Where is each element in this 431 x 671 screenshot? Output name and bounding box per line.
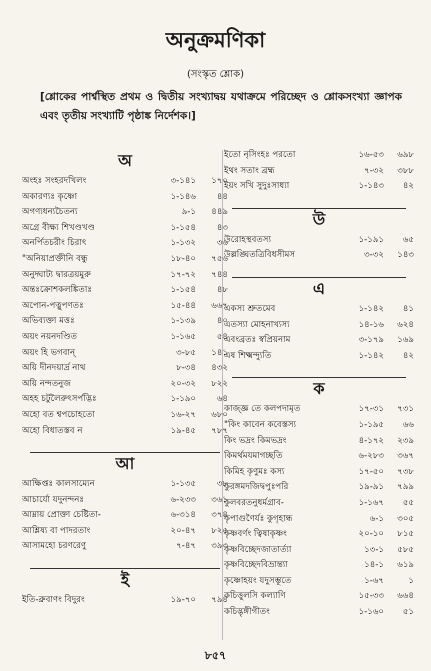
verse-text: উল্লঙ্ঘিতত্রিবিধসীমস bbox=[224, 250, 296, 261]
section-gap bbox=[224, 364, 414, 376]
page-ref: ৬৮০ bbox=[211, 409, 228, 420]
index-entry bbox=[22, 424, 228, 440]
chapter-verse-ref: ৬-১ bbox=[369, 513, 384, 524]
chapter-verse-ref: ১-১৫৪ bbox=[170, 222, 196, 233]
verse-text: কিং ভদ্রং কিমভদ্রং bbox=[224, 435, 287, 446]
page-subtitle: (সংস্কৃত শ্লোক) bbox=[186, 69, 245, 80]
chapter-verse-ref: ১-১৯৫ bbox=[358, 419, 384, 430]
verse-text: অপোন-পত্নুপণতঃ bbox=[22, 300, 84, 311]
verse-text: অয়ং নয়নদণ্ডিত bbox=[22, 331, 77, 342]
section-letter: অ bbox=[118, 151, 132, 170]
chapter-verse-ref: ১-১৬০ bbox=[358, 607, 384, 618]
index-entry bbox=[224, 605, 414, 621]
chapter-verse-ref: ৮-৩৪ bbox=[176, 363, 196, 374]
chapter-verse-ref: ১-১৪২ bbox=[358, 303, 384, 314]
index-entry bbox=[22, 346, 228, 362]
verse-text: অনুদ্ঘাট্য দ্বারত্রয়মুরু bbox=[22, 269, 91, 280]
verse-text: ইথং সতাং ব্রহ্ম bbox=[224, 165, 275, 176]
page-title: অনুক্রমণিকা bbox=[165, 27, 266, 52]
chapter-verse-ref: ১-১৩৫ bbox=[170, 479, 196, 490]
page-ref: ১৪৩ bbox=[397, 250, 414, 261]
verse-text: কৃপাগুণৈর্যঃ কুগৃহান্ধ bbox=[224, 513, 293, 524]
index-entry bbox=[224, 248, 414, 264]
index-entry bbox=[224, 449, 414, 465]
verse-text: অহহ চটুলৈরুৎসর্পদ্ভিঃ bbox=[22, 394, 97, 405]
chapter-verse-ref: ১৩-১ bbox=[364, 544, 384, 555]
verse-text: এতস্যা মোহনাখ্যস্য bbox=[224, 319, 290, 330]
chapter-verse-ref: ১-১৪২ bbox=[358, 350, 384, 361]
chapter-verse-ref: ১-১৯১ bbox=[358, 234, 384, 245]
page-ref: ৫১ bbox=[402, 607, 414, 618]
page-ref: ৬২৪ bbox=[397, 319, 414, 330]
verse-text: কৃষ্ণবর্ণং ত্বিষাকৃষ্ণং bbox=[224, 529, 287, 540]
chapter-verse-ref: ১৫-৩৩ bbox=[358, 591, 384, 602]
page-ref: ৮২২ bbox=[211, 378, 228, 389]
chapter-verse-ref: ১-১৩২ bbox=[170, 238, 196, 249]
page-ref: ৬৪ bbox=[216, 394, 228, 405]
index-entry bbox=[224, 589, 414, 605]
page-ref: ৮১৫ bbox=[397, 529, 414, 540]
verse-text: কচিত্তুলসি কল্যাণি bbox=[224, 591, 286, 602]
index-entry bbox=[224, 418, 414, 434]
verse-text: আচার্যো যদুনন্দনঃ bbox=[22, 494, 84, 505]
chapter-verse-ref: ৪-১৭২ bbox=[358, 435, 384, 446]
section-letter: ক bbox=[224, 376, 414, 402]
index-entry bbox=[22, 539, 228, 555]
chapter-verse-ref: ৯-১ bbox=[181, 207, 196, 218]
chapter-verse-ref: ১-১৩৯ bbox=[170, 316, 196, 327]
verse-text: কৃষ্ণবিচ্ছেদবিভ্রান্ত্যা bbox=[224, 560, 288, 571]
page-ref: ৩৮ bbox=[216, 479, 228, 490]
verse-text: আক্ষিপ্তঃ কালসাম্যেন bbox=[22, 479, 95, 490]
page-ref: ৬৬৭ bbox=[211, 300, 228, 311]
verse-text: আশ্লিষ্য বা পাদরতাং bbox=[22, 525, 91, 536]
page-ref: ৪০ bbox=[216, 316, 228, 327]
page-ref: ৩৯৩ bbox=[211, 541, 228, 552]
verse-text: ইতো নৃসিংহঃ পরতো bbox=[224, 150, 296, 160]
chapter-verse-ref: ৬-৩১৪ bbox=[170, 510, 196, 521]
index-entry bbox=[22, 314, 228, 330]
page-ref: ১৭০ bbox=[211, 176, 228, 186]
page-ref: ৩৬ bbox=[216, 238, 228, 249]
chapter-verse-ref: ১৭-৩১ bbox=[358, 404, 384, 415]
page-ref: ৬৫ bbox=[402, 234, 414, 245]
page-ref: ৪২ bbox=[402, 181, 414, 192]
verse-text: অয়ি নন্দতনুজ bbox=[22, 378, 71, 389]
chapter-verse-ref: ১-১৬৭ bbox=[358, 497, 384, 508]
chapter-verse-ref: ১৬-৫৩ bbox=[358, 150, 384, 160]
page-ref: ৬৬৪ bbox=[397, 591, 414, 602]
index-entry bbox=[224, 465, 414, 481]
section-gap bbox=[22, 439, 228, 451]
page-ref: ১৪১ bbox=[211, 347, 228, 358]
chapter-verse-ref: ১৭-৭২ bbox=[170, 269, 196, 280]
verse-text: অয়ং হি ভগবান্‌ bbox=[22, 347, 76, 358]
page-ref: ৭৩৮ bbox=[397, 466, 414, 477]
index-entry bbox=[22, 299, 228, 315]
index-entry bbox=[22, 330, 228, 346]
verse-text: আসামহো চরণরেণু bbox=[22, 541, 87, 552]
index-entry bbox=[22, 283, 228, 299]
page-ref: ৮২৫ bbox=[211, 525, 228, 536]
index-entry bbox=[224, 480, 414, 496]
index-entry bbox=[22, 205, 228, 221]
index-entry bbox=[224, 333, 414, 349]
page-ref: ৪৮ bbox=[216, 285, 228, 296]
chapter-verse-ref: ১-১৪৬ bbox=[170, 191, 196, 202]
chapter-verse-ref: ৬-২৩৩ bbox=[170, 494, 196, 505]
index-entry bbox=[224, 179, 414, 195]
right-column bbox=[224, 148, 414, 621]
verse-text: কচিদ্ভৃঙ্গীগীতং bbox=[224, 607, 270, 618]
page-ref: ১ bbox=[408, 575, 414, 586]
index-entry bbox=[224, 558, 414, 574]
page-ref: ২৩৯ bbox=[397, 435, 414, 446]
chapter-verse-ref: ১৪-১৬ bbox=[358, 319, 384, 330]
chapter-verse-ref: ১৫-৪৪ bbox=[170, 300, 196, 311]
index-entry bbox=[224, 349, 414, 365]
verse-text: উরোহস্থবতস্য bbox=[224, 234, 271, 245]
verse-text: অন্তঃক্রোশকলঙ্কিতাঃ bbox=[22, 285, 92, 296]
verse-text: "অনিয়াপ্রক্তীনি বন্ধু bbox=[22, 253, 88, 264]
chapter-verse-ref: ১-১৬৫ bbox=[170, 331, 196, 342]
index-entry bbox=[224, 148, 414, 164]
page-ref: ৩৬৭ bbox=[397, 451, 414, 462]
chapter-verse-ref: ৭-৩২ bbox=[364, 165, 384, 176]
verse-text: অংহঃ সংহরদখিলং bbox=[22, 176, 87, 186]
page-ref: ৭৮৭ bbox=[211, 425, 228, 436]
chapter-verse-ref: ২০-৩২ bbox=[170, 378, 196, 389]
page-ref: ৩০৫ bbox=[397, 513, 414, 524]
page-ref: ৪২ bbox=[402, 350, 414, 361]
page-ref: ৭৯৯ bbox=[397, 482, 414, 493]
verse-text: এষ শিক্ষ্মন্দ্যুতি bbox=[224, 350, 272, 361]
index-entry bbox=[22, 408, 228, 424]
index-entry bbox=[22, 493, 228, 509]
page-ref: ৭৫৬ bbox=[211, 253, 228, 264]
page-ref: ৬৯৮ bbox=[397, 150, 414, 160]
chapter-verse-ref: ৩-১৪১ bbox=[170, 176, 196, 186]
verse-text: কিমর্থমযমাগচ্ছতি bbox=[224, 451, 283, 462]
verse-text: অনর্পিতচরীং চিরাৎ bbox=[22, 238, 87, 249]
chapter-verse-ref: ৬-২৮৩ bbox=[358, 451, 384, 462]
verse-text: এবংব্রতঃ স্বপ্রিয়নাম bbox=[224, 335, 291, 346]
index-entry bbox=[224, 233, 414, 249]
index-entry bbox=[22, 190, 228, 206]
index-entry bbox=[224, 318, 414, 334]
verse-text: কৃষ্ণবিচ্ছেদজাতার্ত্যা bbox=[224, 544, 292, 555]
verse-text: "কিং কাবেন কবেস্তস্য bbox=[224, 419, 297, 430]
verse-text: কাজ্জ্ঞ তে কলপদামৃত bbox=[224, 404, 301, 415]
index-entry bbox=[224, 574, 414, 590]
page-ref: ৪৪ bbox=[216, 191, 228, 202]
index-entry bbox=[22, 268, 228, 284]
page-ref: ১৬৯ bbox=[397, 335, 414, 346]
page-ref: ৪৪৯ bbox=[211, 207, 228, 218]
verse-text: অভিব্যক্তা মত্তঃ bbox=[22, 316, 75, 327]
left-column bbox=[22, 148, 228, 609]
index-entry bbox=[22, 221, 228, 237]
chapter-verse-ref: ১-১৫৪ bbox=[170, 285, 196, 296]
chapter-verse-ref: ১৪-১ bbox=[364, 560, 384, 571]
chapter-verse-ref: ৩-৩২ bbox=[364, 250, 384, 261]
section-gap bbox=[224, 195, 414, 207]
index-entry bbox=[224, 434, 414, 450]
chapter-verse-ref: ১-১৪৩ bbox=[358, 181, 384, 192]
index-entry bbox=[22, 174, 228, 190]
verse-text: কুরঙ্গমদজিদ্বপুঃপরি bbox=[224, 482, 289, 493]
index-entry bbox=[224, 164, 414, 180]
verse-text: আম্নায় প্রোক্তা চেষ্টিতা- bbox=[22, 510, 101, 521]
index-entry bbox=[224, 527, 414, 543]
verse-text: একস্য শ্রুতমেব bbox=[224, 303, 276, 314]
page-ref: ৫৪ bbox=[216, 331, 228, 342]
chapter-verse-ref: ১৯-৯১ bbox=[358, 482, 384, 493]
page-ref: ৭৯৪ bbox=[211, 595, 228, 606]
chapter-verse-ref: ১-১৯০ bbox=[170, 394, 196, 405]
chapter-verse-ref: ১৯-৪৫ bbox=[170, 425, 196, 436]
page-ref: ৪৩২ bbox=[211, 363, 228, 374]
index-note: [শ্লোকের পার্শ্বস্থিত প্রথম ও দ্বিতীয় সংখ্যাদ্বয় যথাক্রমে পরিচ্ছেদ ও শ্লোকসংখ্যা জ্ঞাপক এবং তৃতীয় সংখ্যাটি পৃষ্ঠাঙ্ক নির্দেশক।] bbox=[40, 91, 402, 122]
verse-text: কুলবরতনুধর্মগ্রাব- bbox=[224, 497, 284, 508]
verse-text: অহো বত শ্বপচোহতো bbox=[22, 409, 95, 420]
section-letter: ই bbox=[22, 567, 228, 593]
chapter-verse-ref: ১৭-৫০ bbox=[358, 466, 384, 477]
verse-text: ইয়ং সখি সুদুঃসাধ্যা bbox=[224, 181, 290, 192]
index-entry bbox=[224, 512, 414, 528]
index-entry bbox=[22, 477, 228, 493]
section-letter: উ bbox=[224, 207, 414, 233]
page-ref: ৪৩ bbox=[216, 222, 228, 233]
section-gap bbox=[22, 555, 228, 567]
chapter-verse-ref: ১-৬৭ bbox=[364, 575, 384, 586]
page-ref: ৩৮৮ bbox=[397, 165, 414, 176]
verse-text: অহো বিধাতস্তব ন bbox=[22, 425, 83, 436]
chapter-verse-ref: ১৬-২৭ bbox=[170, 409, 196, 420]
chapter-verse-ref: ২০-১০ bbox=[358, 529, 384, 540]
index-entry bbox=[22, 252, 228, 268]
index-entry bbox=[22, 392, 228, 408]
page-ref: ৫৮৫ bbox=[397, 544, 414, 555]
index-entry bbox=[224, 402, 414, 418]
index-entry bbox=[22, 361, 228, 377]
page-ref: ৫৫ bbox=[402, 497, 414, 508]
verse-text: অয়ি দীনদয়ার্দ্র নাথ bbox=[22, 363, 86, 374]
page-ref: ৩৭৪ bbox=[211, 510, 228, 521]
page-ref: ৬৬ bbox=[402, 419, 414, 430]
index-entry bbox=[22, 524, 228, 540]
chapter-verse-ref: ৩-৮৫ bbox=[176, 347, 196, 358]
index-entry bbox=[22, 236, 228, 252]
verse-text: অগণ্যধন্যচৈতন্য bbox=[22, 207, 78, 218]
chapter-verse-ref: ৩-১৭৯ bbox=[358, 335, 384, 346]
verse-text: কিমিহ কৃণুমঃ কস্য bbox=[224, 466, 285, 477]
index-entry bbox=[224, 302, 414, 318]
index-entry bbox=[224, 496, 414, 512]
verse-text: ইতি-ব্রুবাণং বিদুরং bbox=[22, 595, 85, 606]
index-entry bbox=[22, 377, 228, 393]
page-ref: ৭৪৪ bbox=[211, 269, 228, 280]
chapter-verse-ref: ১৯-৭০ bbox=[170, 595, 196, 606]
index-entry bbox=[22, 593, 228, 609]
page-ref: ৭৩১ bbox=[397, 404, 414, 415]
chapter-verse-ref: ৭-৪৭ bbox=[176, 541, 196, 552]
verse-text: কৃষ্ণোহয়ং যদুসম্ভূতে bbox=[224, 575, 292, 586]
chapter-verse-ref: ২০-৪৭ bbox=[170, 525, 196, 536]
section-gap bbox=[224, 264, 414, 276]
page-ref: ৬১৯ bbox=[397, 560, 414, 571]
index-entry bbox=[22, 508, 228, 524]
index-entry bbox=[224, 543, 414, 559]
verse-text: অকারণ্যঃ কৃষ্ণো bbox=[22, 191, 78, 202]
section-letter: এ bbox=[224, 276, 414, 302]
page-ref: ৪১ bbox=[402, 303, 414, 314]
page-ref: ৩৬১ bbox=[211, 494, 228, 505]
verse-text: অগ্রে বীক্ষ্য শিখণ্ডখণ্ড bbox=[22, 222, 95, 233]
chapter-verse-ref: ১৮-৪০ bbox=[170, 253, 196, 264]
page-number: ৮৫৭ bbox=[204, 649, 227, 662]
section-letter: আ bbox=[22, 451, 228, 477]
